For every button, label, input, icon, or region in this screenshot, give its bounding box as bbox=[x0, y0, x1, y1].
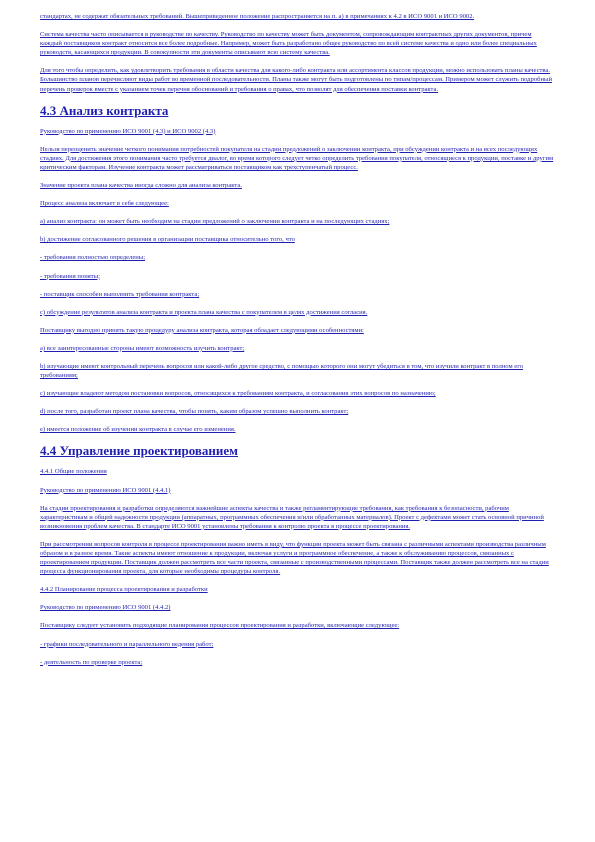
list-item[interactable]: - поставщик способен выполнить требования контракта; bbox=[40, 290, 200, 298]
paragraph[interactable]: Руководство по применению ИСО 9001 (4.4.1) bbox=[40, 486, 171, 494]
paragraph[interactable]: Процесс анализа включает в себя следующее: bbox=[40, 200, 169, 208]
section-heading-4-3[interactable]: 4.3 Анализ контракта bbox=[40, 102, 169, 118]
list-item[interactable]: - требования поняты; bbox=[40, 272, 100, 280]
subsection-heading[interactable]: 4.4.2 Планирование процесса проектирования и разработки bbox=[40, 586, 208, 594]
paragraph[interactable]: Система качества часто описывается в руководстве по качеству. Руководство по качеству может быть документом, сопровождающим контрактных других документов, причем каждый поставщиков контракт относится все более подробные. Например, может быть разработано общее руководство по всей системе качества и одно или более специальных руководств, касающихся продукции. В совокупности эти документы описывают всю систему качества. bbox=[40, 31, 537, 57]
list-item[interactable]: b) достижение согласованного решения в организации поставщика относительно того, что bbox=[40, 236, 295, 244]
paragraph[interactable]: Руководство по применению ИСО 9001 (4.3) и ИСО 9002 (4.3) bbox=[40, 127, 216, 135]
paragraph[interactable]: Для того чтобы определить, как удовлетворить требования в области качества для какого-либо контракта или ассортимента классов продукции, можно использовать планы качества. Большинство планов перечисляют виды работ во временной последовательности. Планы также могут быть подготовлены по типам/процессам. Примером может служить подробный перечень проверок вместе с указанием точек перечня обоснований и требования о правах, что позволят для обеспечения поставки контракта. bbox=[40, 67, 552, 93]
list-item[interactable]: b) изучающие имеют контрольный перечень вопросов или какой-либо другое средство, с помощью которого они могут убедиться в том, что изучили контракт в полном его требованиям; bbox=[40, 362, 524, 380]
paragraph[interactable]: стандартах, не содержат обязательных требований. Вышеприведенное положение распространяется на п. а) в примечаниях к 4.2 в ИСО 9001 и ИСО 9002. bbox=[40, 13, 475, 20]
paragraph[interactable]: На стадии проектирования и разработки определяются важнейшие аспекты качества и также регламентирующие требования, как требования к безопасности, рабочим характеристикам и общей надежности продукции (аппаратных, программных обеспечения и/или обработанных материалов). Проект с дефектами может стать основной причиной возникновения проблем качества. В стандарте ИСО 9001 установлены требования к контролю проекта в процессе проектирования. bbox=[40, 504, 544, 530]
list-item[interactable]: е) имеется положение об изучении контракта в случае его изменения. bbox=[40, 426, 236, 434]
list-item[interactable]: - графики последовательного и параллельного ведения работ; bbox=[40, 640, 214, 648]
list-item[interactable]: а) анализ контракта: он может быть необходим на стадии предложений о заключении контракта и на последующих стадиях; bbox=[40, 218, 390, 226]
list-item[interactable]: - требования полностью определены; bbox=[40, 254, 146, 262]
paragraph[interactable]: Руководство по применению ИСО 9001 (4.4.2) bbox=[40, 604, 171, 612]
list-item[interactable]: с) обсуждение результатов анализа контракта и проекта плана качества с покупателем в целях достижения согласия. bbox=[40, 308, 368, 316]
list-item[interactable]: с) изучающие владеют методом постановки вопросов, относящихся к требованиям контракта, и согласования этих вопросов по назначению; bbox=[40, 390, 436, 398]
list-item[interactable]: а) все заинтересованные стороны имеют возможность изучить контракт; bbox=[40, 344, 245, 352]
paragraph[interactable]: Поставщику выгодно принять такую процедуру анализа контракта, которая обладает следующими особенностями: bbox=[40, 326, 364, 334]
list-item[interactable]: d) после того, разработан проект плана качества, чтобы понять, каким образом успешно выполнить контракт; bbox=[40, 408, 349, 416]
paragraph[interactable]: Значение проекта плана качества иногда сложно для анализа контракта. bbox=[40, 182, 242, 190]
document-page bbox=[40, 12, 555, 676]
paragraph[interactable]: При рассмотрении вопросов контроля в процессе проектирования важно иметь в виду, что функции проекта может быть связана с различными аспектами производства различным образом и в разное время. Такие аспекты имеют отношение к продукции, включая услуги и программное обеспечение, а также к обслуживанию процессов, связанных с проектированием продукции. Поставщик должен рассмотреть все части проекта, связанные с производственными процессами. Поставщик также должен рассмотреть все на стадии процесса функционирования проекта, для которые необходимы процедуры контроля. bbox=[40, 540, 549, 576]
subsection-heading[interactable]: 4.4.1 Общие положения bbox=[40, 468, 107, 476]
paragraph[interactable]: Нельзя переоценить значение четкого понимания потребностей покупателя на стадии предложений о заключении контракта, при обсуждении контракта и на всех последующих стадиях. Для достижения этого понимания часто требуется диалог, во время которого следует четко определить требования покупателя, относящиеся к продукции, поставке и другим критическим факторам. Изучение контракта может рассматриваться поставщиком как трехступенчатый процесс. bbox=[40, 145, 554, 171]
list-item[interactable]: - деятельность по проверке проекта; bbox=[40, 658, 143, 666]
section-heading-4-4[interactable]: 4.4 Управление проектированием bbox=[40, 443, 238, 459]
paragraph[interactable]: Поставщику следует установить подходящие планирования процессов проектирования и разработки, включающие следующее: bbox=[40, 622, 400, 630]
